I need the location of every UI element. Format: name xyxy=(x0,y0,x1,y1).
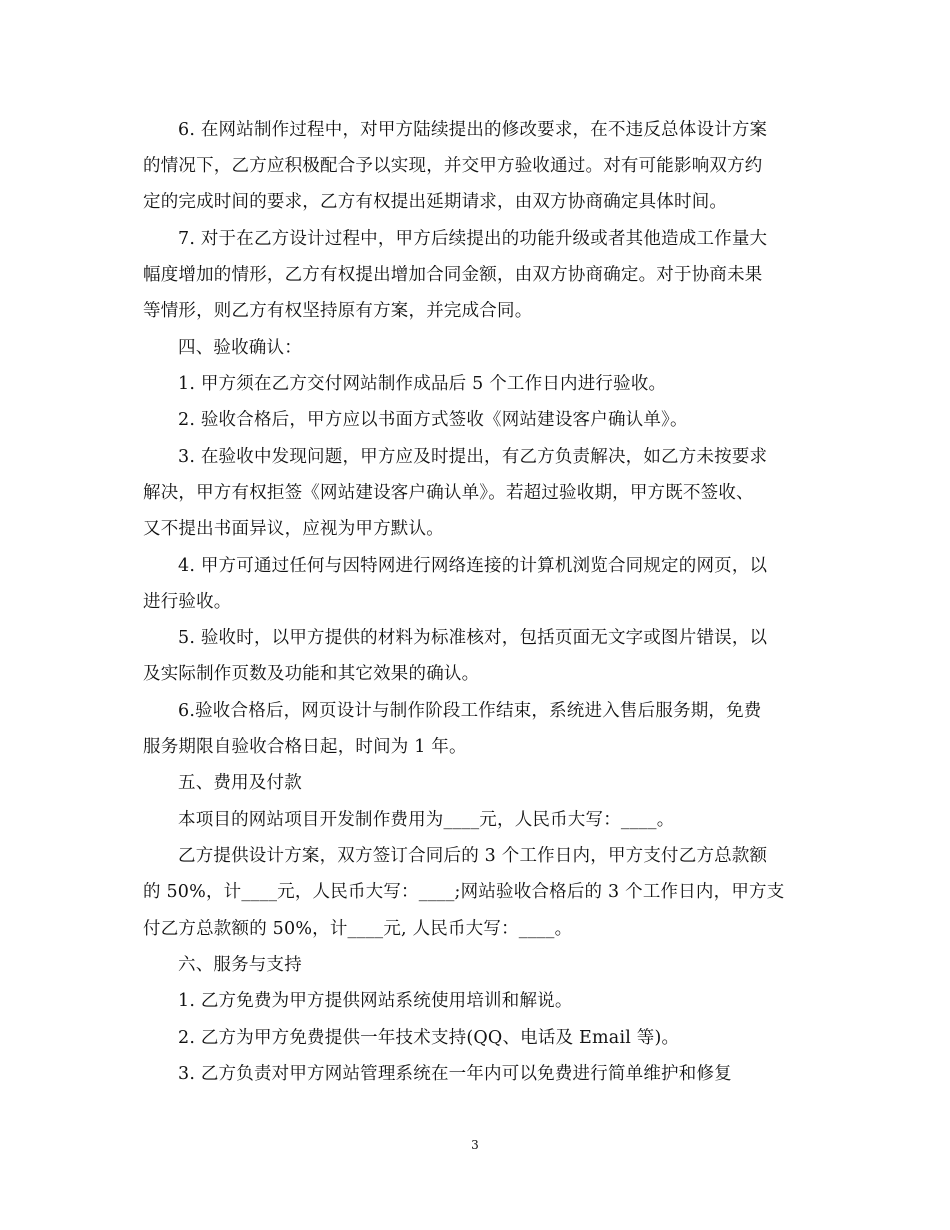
paragraph-line: 定的完成时间的要求，乙方有权提出延期请求，由双方协商确定具体时间。 xyxy=(143,192,728,212)
section-heading: 四、验收确认： xyxy=(178,338,302,358)
paragraph-line: 的情况下，乙方应积极配合予以实现，并交甲方验收通过。对有可能影响双方约 xyxy=(143,156,763,176)
paragraph-line: 6.验收合格后，网页设计与制作阶段工作结束，系统进入售后服务期，免费 xyxy=(178,701,762,721)
paragraph-line: 7. 对于在乙方设计过程中，甲方后续提出的功能升级或者其他造成工作量大 xyxy=(178,229,768,249)
paragraph-line: 本项目的网站项目开发制作费用为____元，人民币大写：____。 xyxy=(178,810,675,830)
paragraph-line: 服务期限自验收合格日起，时间为 1 年。 xyxy=(143,737,467,757)
paragraph-line: 6. 在网站制作过程中，对甲方陆续提出的修改要求，在不违反总体设计方案 xyxy=(178,120,768,140)
paragraph-line: 解决，甲方有权拒签《网站建设客户确认单》。若超过验收期，甲方既不签收、 xyxy=(143,483,754,503)
paragraph-line: 1. 乙方免费为甲方提供网站系统使用培训和解说。 xyxy=(178,991,573,1011)
paragraph-line: 又不提出书面异议，应视为甲方默认。 xyxy=(143,519,444,539)
paragraph-line: 5. 验收时，以甲方提供的材料为标准核对，包括页面无文字或图片错误，以 xyxy=(178,628,768,648)
paragraph-line: 4. 甲方可通过任何与因特网进行网络连接的计算机浏览合同规定的网页，以 xyxy=(178,556,768,576)
paragraph-line: 2. 乙方为甲方免费提供一年技术支持(QQ、电话及 Email 等)。 xyxy=(178,1028,680,1048)
paragraph-line: 2. 验收合格后，甲方应以书面方式签收《网站建设客户确认单》。 xyxy=(178,410,688,430)
paragraph-line: 3. 乙方负责对甲方网站管理系统在一年内可以免费进行简单维护和修复 xyxy=(178,1064,732,1084)
section-heading: 六、服务与支持 xyxy=(178,955,302,975)
section-heading: 五、费用及付款 xyxy=(178,773,302,793)
paragraph-line: 3. 在验收中发现问题，甲方应及时提出，有乙方负责解决，如乙方未按要求 xyxy=(178,447,768,467)
paragraph-line: 等情形，则乙方有权坚持原有方案，并完成合同。 xyxy=(143,301,533,321)
paragraph-line: 1. 甲方须在乙方交付网站制作成品后 5 个工作日内进行验收。 xyxy=(178,374,667,394)
paragraph-line: 的 50%，计____元，人民币大写：____;网站验收合格后的 3 个工作日内，甲方支 xyxy=(143,882,785,902)
page-number: 3 xyxy=(471,1138,479,1152)
paragraph-line: 付乙方总款额的 50%，计____元, 人民币大写：____。 xyxy=(143,919,573,939)
paragraph-line: 进行验收。 xyxy=(143,592,232,612)
paragraph-line: 及实际制作页数及功能和其它效果的确认。 xyxy=(143,664,480,684)
paragraph-line: 幅度增加的情形，乙方有权提出增加合同金额，由双方协商确定。对于协商未果 xyxy=(143,265,763,285)
paragraph-line: 乙方提供设计方案，双方签订合同后的 3 个工作日内，甲方支付乙方总款额 xyxy=(178,846,768,866)
